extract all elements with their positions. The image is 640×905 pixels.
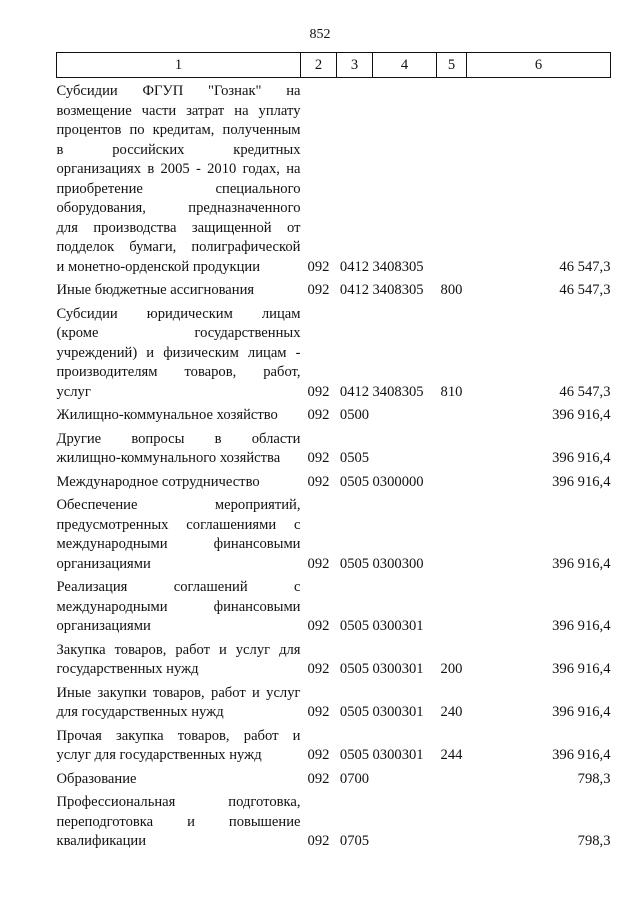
row-amount: 46 547,3 [559, 258, 611, 275]
row-expense-type-code: 240 [440, 704, 463, 720]
row-description [57, 496, 301, 574]
description-line: Профессиональная подготовка, [56, 794, 301, 810]
row-amount: 396 916,4 [552, 747, 611, 763]
table-header-row [57, 53, 611, 78]
row-target-code: 0300301 [372, 661, 424, 677]
description-line: услуг [56, 383, 91, 400]
page-number: 852 [309, 27, 331, 42]
row-description [57, 684, 301, 723]
row-expense-type-code [437, 82, 467, 277]
row-description [57, 727, 301, 766]
row-expense-type-code [437, 793, 467, 852]
description-line: приобретение специального [56, 180, 301, 197]
row-section-code: 0505 [339, 473, 370, 490]
column-header-4: 4 [373, 53, 437, 78]
table-row [57, 82, 611, 277]
row-target-code: 3408305 [372, 282, 424, 298]
row-expense-type-code: 200 [440, 661, 463, 677]
row-amount: 396 916,4 [552, 704, 611, 720]
table-row [57, 684, 611, 723]
table-row [57, 430, 611, 469]
row-expense-type-code [437, 473, 467, 493]
table-body [57, 78, 611, 852]
description-line: (кроме государственных [56, 325, 301, 341]
row-description [57, 793, 301, 852]
row-target-code: 3408305 [372, 383, 424, 400]
budget-table [56, 52, 611, 852]
description-line: жилищно-коммунального хозяйства [56, 450, 281, 466]
row-gr-code: 092 [307, 407, 330, 423]
row-amount: 46 547,3 [559, 282, 611, 298]
row-amount: 396 916,4 [552, 661, 611, 677]
row-target-code [373, 793, 437, 852]
row-section-code: 0500 [339, 407, 370, 423]
row-description [57, 641, 301, 680]
description-line: процентов по кредитам, полученным [56, 122, 301, 138]
row-amount: 396 916,4 [552, 618, 611, 634]
description-line: международными финансовыми [56, 536, 301, 552]
row-expense-type-code [437, 496, 467, 574]
description-line: организациями [56, 618, 151, 634]
row-gr-code: 092 [307, 770, 330, 787]
row-gr-code: 092 [307, 747, 330, 763]
row-gr-code: 092 [307, 704, 330, 720]
table-row [57, 727, 611, 766]
row-amount: 396 916,4 [552, 555, 611, 572]
row-description [57, 430, 301, 469]
row-gr-code: 092 [307, 555, 330, 572]
table-row [57, 793, 611, 852]
row-section-code: 0505 [339, 704, 370, 720]
column-header-5: 5 [437, 53, 467, 78]
row-target-code: 0300301 [372, 747, 424, 763]
row-target-code: 0300301 [372, 704, 424, 720]
row-target-code: 0300300 [372, 555, 424, 572]
row-section-code: 0505 [339, 450, 370, 466]
row-section-code: 0705 [339, 833, 370, 849]
description-line: оборудования, предназначенного [56, 200, 301, 216]
row-target-code [373, 770, 437, 790]
table-row [57, 641, 611, 680]
row-amount: 396 916,4 [552, 407, 611, 423]
table-row [57, 578, 611, 637]
row-gr-code: 092 [307, 618, 330, 634]
row-target-code [373, 430, 437, 469]
row-section-code: 0505 [339, 555, 370, 572]
table-row [57, 496, 611, 574]
description-line: Другие вопросы в области [56, 430, 301, 447]
column-header-1: 1 [57, 53, 301, 78]
row-target-code: 0300000 [372, 473, 424, 490]
description-line: в российских кредитных [56, 141, 301, 158]
row-description [57, 305, 301, 403]
description-line: учреждений) и физическим лицам - [56, 344, 301, 361]
row-amount: 46 547,3 [559, 383, 611, 400]
description-line: услуг для государственных нужд [56, 747, 262, 763]
row-expense-type-code: 800 [440, 282, 463, 298]
description-line: подделок бумаги, полиграфической [56, 239, 301, 255]
row-section-code: 0700 [339, 770, 370, 787]
row-amount: 396 916,4 [552, 473, 611, 490]
row-target-code: 3408305 [372, 258, 424, 275]
table-row [57, 473, 611, 493]
row-section-code: 0505 [339, 747, 370, 763]
row-expense-type-code: 810 [440, 383, 463, 400]
row-gr-code: 092 [307, 282, 330, 298]
row-description [57, 82, 301, 277]
description-line: Международное сотрудничество [56, 473, 260, 490]
description-line: для производства защищенной от [56, 219, 301, 236]
description-line: организациях в 2005 - 2010 годах, на [56, 161, 301, 177]
table-row [57, 406, 611, 426]
description-line: организациями [56, 555, 151, 572]
row-description [57, 406, 301, 426]
description-line: Субсидии юридическим лицам [56, 305, 301, 322]
row-expense-type-code [437, 406, 467, 426]
row-gr-code: 092 [307, 258, 330, 275]
row-expense-type-code [437, 770, 467, 790]
row-expense-type-code [437, 430, 467, 469]
row-amount: 798,3 [577, 833, 611, 849]
description-line: Закупка товаров, работ и услуг для [56, 641, 301, 658]
row-section-code: 0505 [339, 661, 370, 677]
description-line: производителям товаров, работ, [56, 364, 301, 380]
description-line: Субсидии ФГУП "Гознак" на [56, 83, 301, 99]
description-line: международными финансовыми [56, 598, 301, 615]
row-target-code: 0300301 [372, 618, 424, 634]
table-row [57, 305, 611, 403]
row-section-code: 0412 [339, 383, 370, 400]
row-gr-code: 092 [307, 661, 330, 677]
description-line: государственных нужд [56, 661, 199, 677]
row-gr-code: 092 [307, 383, 330, 400]
description-line: Иные закупки товаров, работ и услуг [56, 684, 301, 701]
table-row [57, 770, 611, 790]
row-description [57, 473, 301, 493]
description-line: для государственных нужд [56, 704, 224, 720]
row-section-code: 0412 [339, 258, 370, 275]
description-line: и монетно-орденской продукции [56, 258, 261, 275]
row-section-code: 0412 [339, 282, 370, 298]
description-line: Жилищно-коммунальное хозяйство [56, 407, 278, 423]
description-line: возмещение части затрат на уплату [56, 102, 301, 119]
description-line: Иные бюджетные ассигнования [56, 282, 255, 298]
row-description [57, 578, 301, 637]
column-header-3: 3 [337, 53, 373, 78]
row-amount: 798,3 [577, 770, 611, 787]
row-description [57, 770, 301, 790]
row-expense-type-code: 244 [440, 747, 463, 763]
description-line: переподготовка и повышение [56, 813, 301, 830]
description-line: Прочая закупка товаров, работ и [56, 727, 301, 744]
column-header-2: 2 [301, 53, 337, 78]
row-gr-code: 092 [307, 473, 330, 490]
row-expense-type-code [437, 578, 467, 637]
row-amount: 396 916,4 [552, 450, 611, 466]
row-description [57, 281, 301, 301]
table-row [57, 281, 611, 301]
row-gr-code: 092 [307, 450, 330, 466]
description-line: квалификации [56, 833, 147, 849]
row-gr-code: 092 [307, 833, 330, 849]
row-section-code: 0505 [339, 618, 370, 634]
column-header-6: 6 [467, 53, 611, 78]
description-line: Реализация соглашений с [56, 579, 301, 595]
description-line: Образование [56, 770, 137, 787]
row-target-code [373, 406, 437, 426]
description-line: предусмотренных соглашениями с [56, 516, 301, 533]
description-line: Обеспечение мероприятий, [56, 497, 301, 513]
